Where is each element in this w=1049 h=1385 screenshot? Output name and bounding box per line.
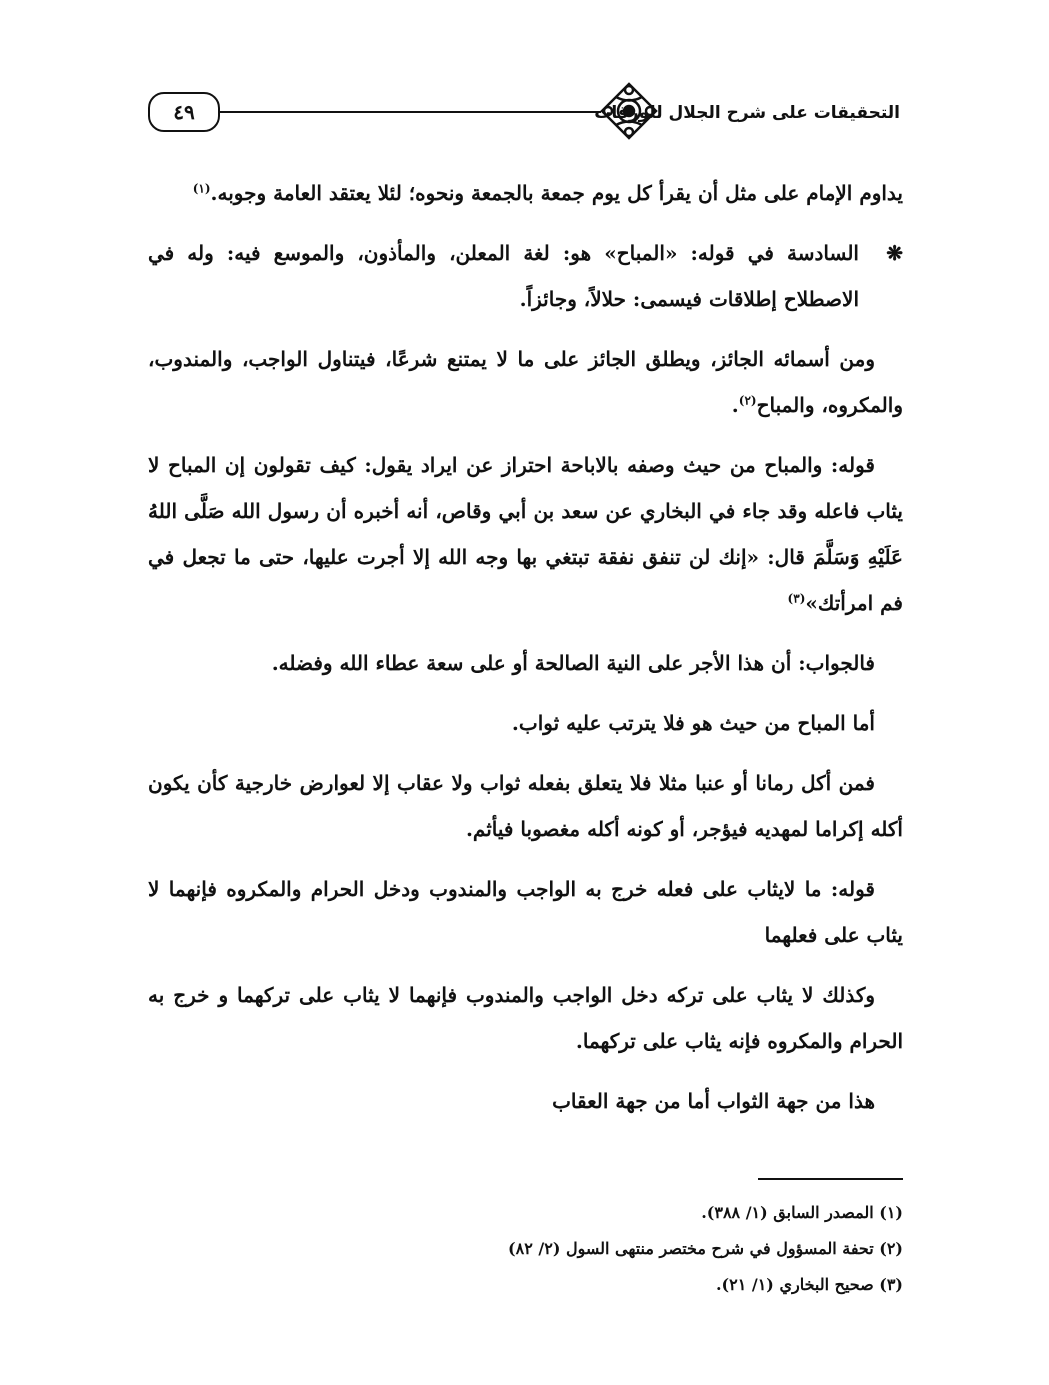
footnote-1: (١) المصدر السابق (١/ ٣٨٨). — [701, 1203, 903, 1222]
footnote-ref-3: (٣) — [787, 591, 806, 606]
paragraph-4 — [148, 442, 903, 626]
main-text — [148, 170, 903, 1138]
paragraph-10: هذا من جهة الثواب أما من جهة العقاب — [552, 1089, 875, 1113]
paragraph-2-term: السادسة — [787, 241, 859, 265]
paragraph-6: أما المباح من حيث هو فلا يترتب عليه ثواب. — [511, 711, 875, 735]
footnote-ref-1: (١) — [192, 181, 211, 196]
paragraph-1-text: يداوم الإمام على مثل أن يقرأ كل يوم جمعة بالجمعة ونحوه؛ لئلا يعتقد العامة وجوبه. — [210, 181, 903, 205]
paragraph-3 — [148, 336, 903, 428]
paragraph-2 — [148, 230, 903, 322]
running-title: التحقيقات على شرح الجلال للورقات — [594, 103, 900, 123]
paragraph-2-text: في قوله: «المباح» هو: لغة المعلن، والمأذون، والموسع فيه: وله في الاصطلاح إطلاقات فيسمى: حلالاً، وجائزاً. — [148, 241, 859, 311]
paragraph-3-end: . — [731, 393, 739, 417]
paragraph-5: فالجواب: أن هذا الأجر على النية الصالحة أو على سعة عطاء الله وفضله. — [271, 651, 875, 675]
paragraph-9: وكذلك لا يثاب على تركه دخل الواجب والمندوب فإنهما لا يثاب على تركهما و خرج به الحرام والمكروه فإنه يثاب على تركهما. — [148, 983, 903, 1053]
paragraph-3-text: ومن أسمائه الجائز، ويطلق الجائز على ما لا يمتنع شرعًا، فيتناول الواجب، والمندوب، والمكروه، والمباح — [148, 347, 903, 417]
paragraph-4-text: قوله: والمباح من حيث وصفه بالاباحة احتراز عن ايراد يقول: كيف تقولون إن المباح لا يثاب فاعله وقد جاء في البخاري عن سعد بن أبي وقاص، أنه أخبره أن رسول الله صَلَّى اللهُ عَلَيْهِ وَسَلَّمَ قال: «إنك لن تنفق نفقة تبتغي بها وجه الله إلا أجرت عليها، حتى ما تجعل في فم امرأتك» — [148, 453, 904, 615]
footnote-separator — [758, 1178, 903, 1180]
footnote-2: (٢) تحفة المسؤول في شرح مختصر منتهى السول (٢/ ٨٢) — [508, 1239, 903, 1258]
paragraph-7: فمن أكل رمانا أو عنبا مثلا فلا يتعلق بفعله ثواب ولا عقاب إلا لعوارض خارجية كأن يكون أكله إكراما لمهديه فيؤجر، أو كونه أكله مغصوبا فيأثم. — [148, 771, 903, 841]
paragraph-1 — [148, 170, 903, 216]
bullet-marker: ❋ — [886, 241, 903, 265]
page-header — [0, 0, 1049, 160]
footnote-ref-2: (٢) — [738, 393, 757, 408]
page-number: ٤٩ — [148, 92, 220, 132]
header-rule — [218, 111, 601, 113]
footnote-3: (٣) صحيح البخاري (١/ ٢١). — [715, 1275, 903, 1294]
footnotes — [148, 1195, 903, 1303]
paragraph-8: قوله: ما لايثاب على فعله خرج به الواجب والمندوب ودخل الحرام والمكروه فإنهما لا يثاب على فعلهما — [148, 877, 903, 947]
